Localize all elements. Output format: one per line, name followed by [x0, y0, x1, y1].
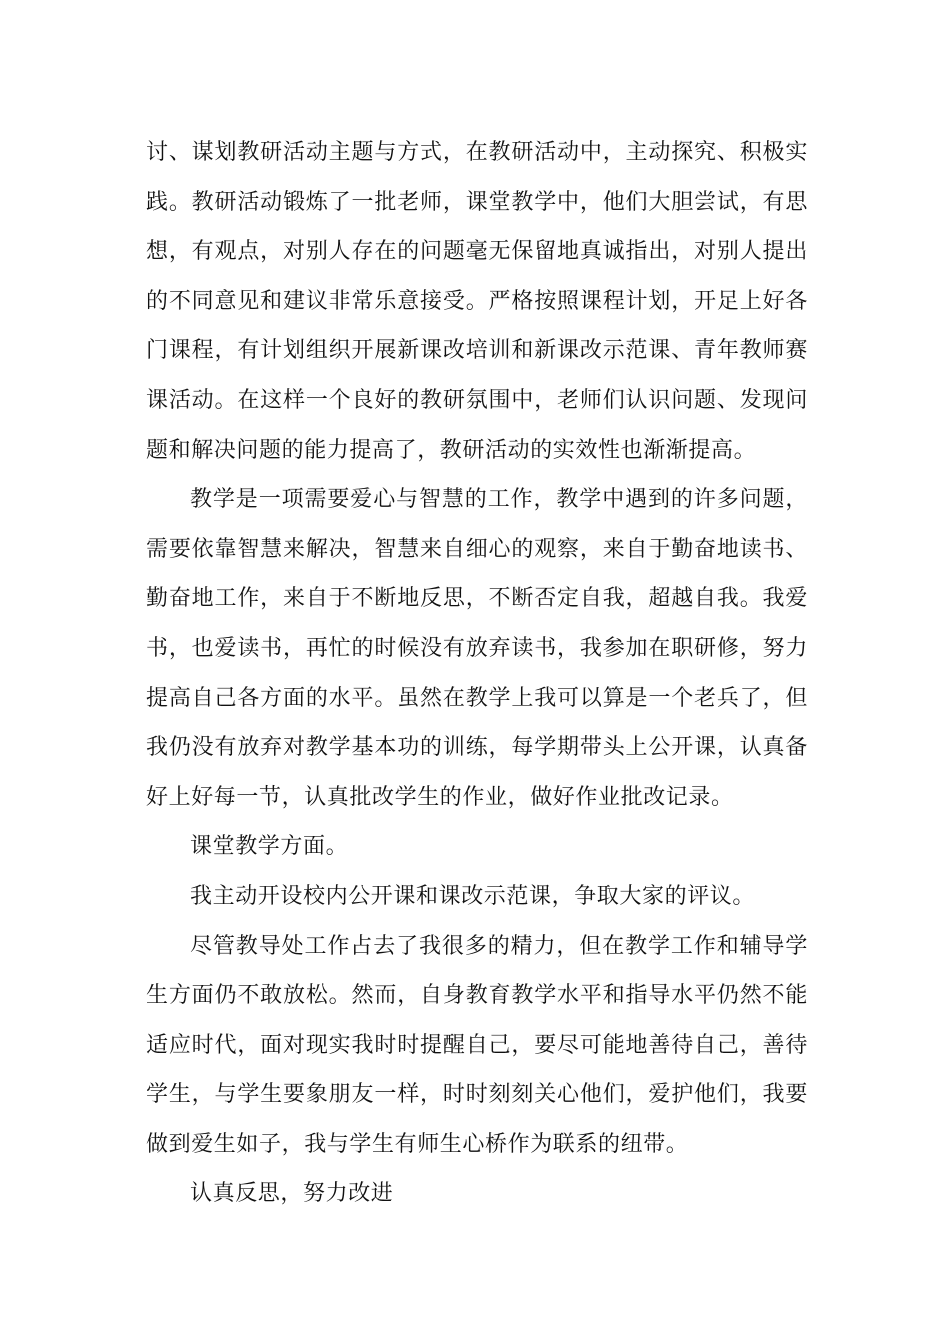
- paragraph-4: 我主动开设校内公开课和课改示范课，争取大家的评议。: [190, 883, 756, 909]
- paragraph-6: 认真反思，努力改进: [190, 1181, 394, 1207]
- paragraph-5: 尽管教导处工作占去了我很多的精力，但在教学工作和辅导学生方面仍不敢放松。然而，自身教育教学水平和指导水平仍然不能适应时代，面对现实我时时提醒自己，要尽可能地善待自己，善待学生，与学生要象朋友一样，时时刻刻关心他们，爱护他们，我要做到爱生如子，我与学生有师生心桥作为联系的纽带。: [146, 933, 808, 1157]
- paragraph-3: 课堂教学方面。: [190, 834, 349, 860]
- document-body: [146, 128, 808, 1219]
- paragraph-1: 讨、谋划教研活动主题与方式，在教研活动中，主动探究、积极实践。教研活动锻炼了一批老师，课堂教学中，他们大胆尝试，有思想，有观点，对别人存在的问题毫无保留地真诚指出，对别人提出的不同意见和建议非常乐意接受。严格按照课程计划，开足上好各门课程，有计划组织开展新课改培训和新课改示范课、青年教师赛课活动。在这样一个良好的教研氛围中，老师们认识问题、发现问题和解决问题的能力提高了，教研活动的实效性也渐渐提高。: [146, 140, 808, 463]
- paragraph-2: 教学是一项需要爱心与智慧的工作，教学中遇到的许多问题，需要依靠智慧来解决，智慧来自细心的观察，来自于勤奋地读书、勤奋地工作，来自于不断地反思，不断否定自我，超越自我。我爱书，也爱读书，再忙的时候没有放弃读书，我参加在职研修，努力提高自己各方面的水平。虽然在教学上我可以算是一个老兵了，但我仍没有放弃对教学基本功的训练，每学期带头上公开课，认真备好上好每一节，认真批改学生的作业，做好作业批改记录。: [146, 487, 808, 810]
